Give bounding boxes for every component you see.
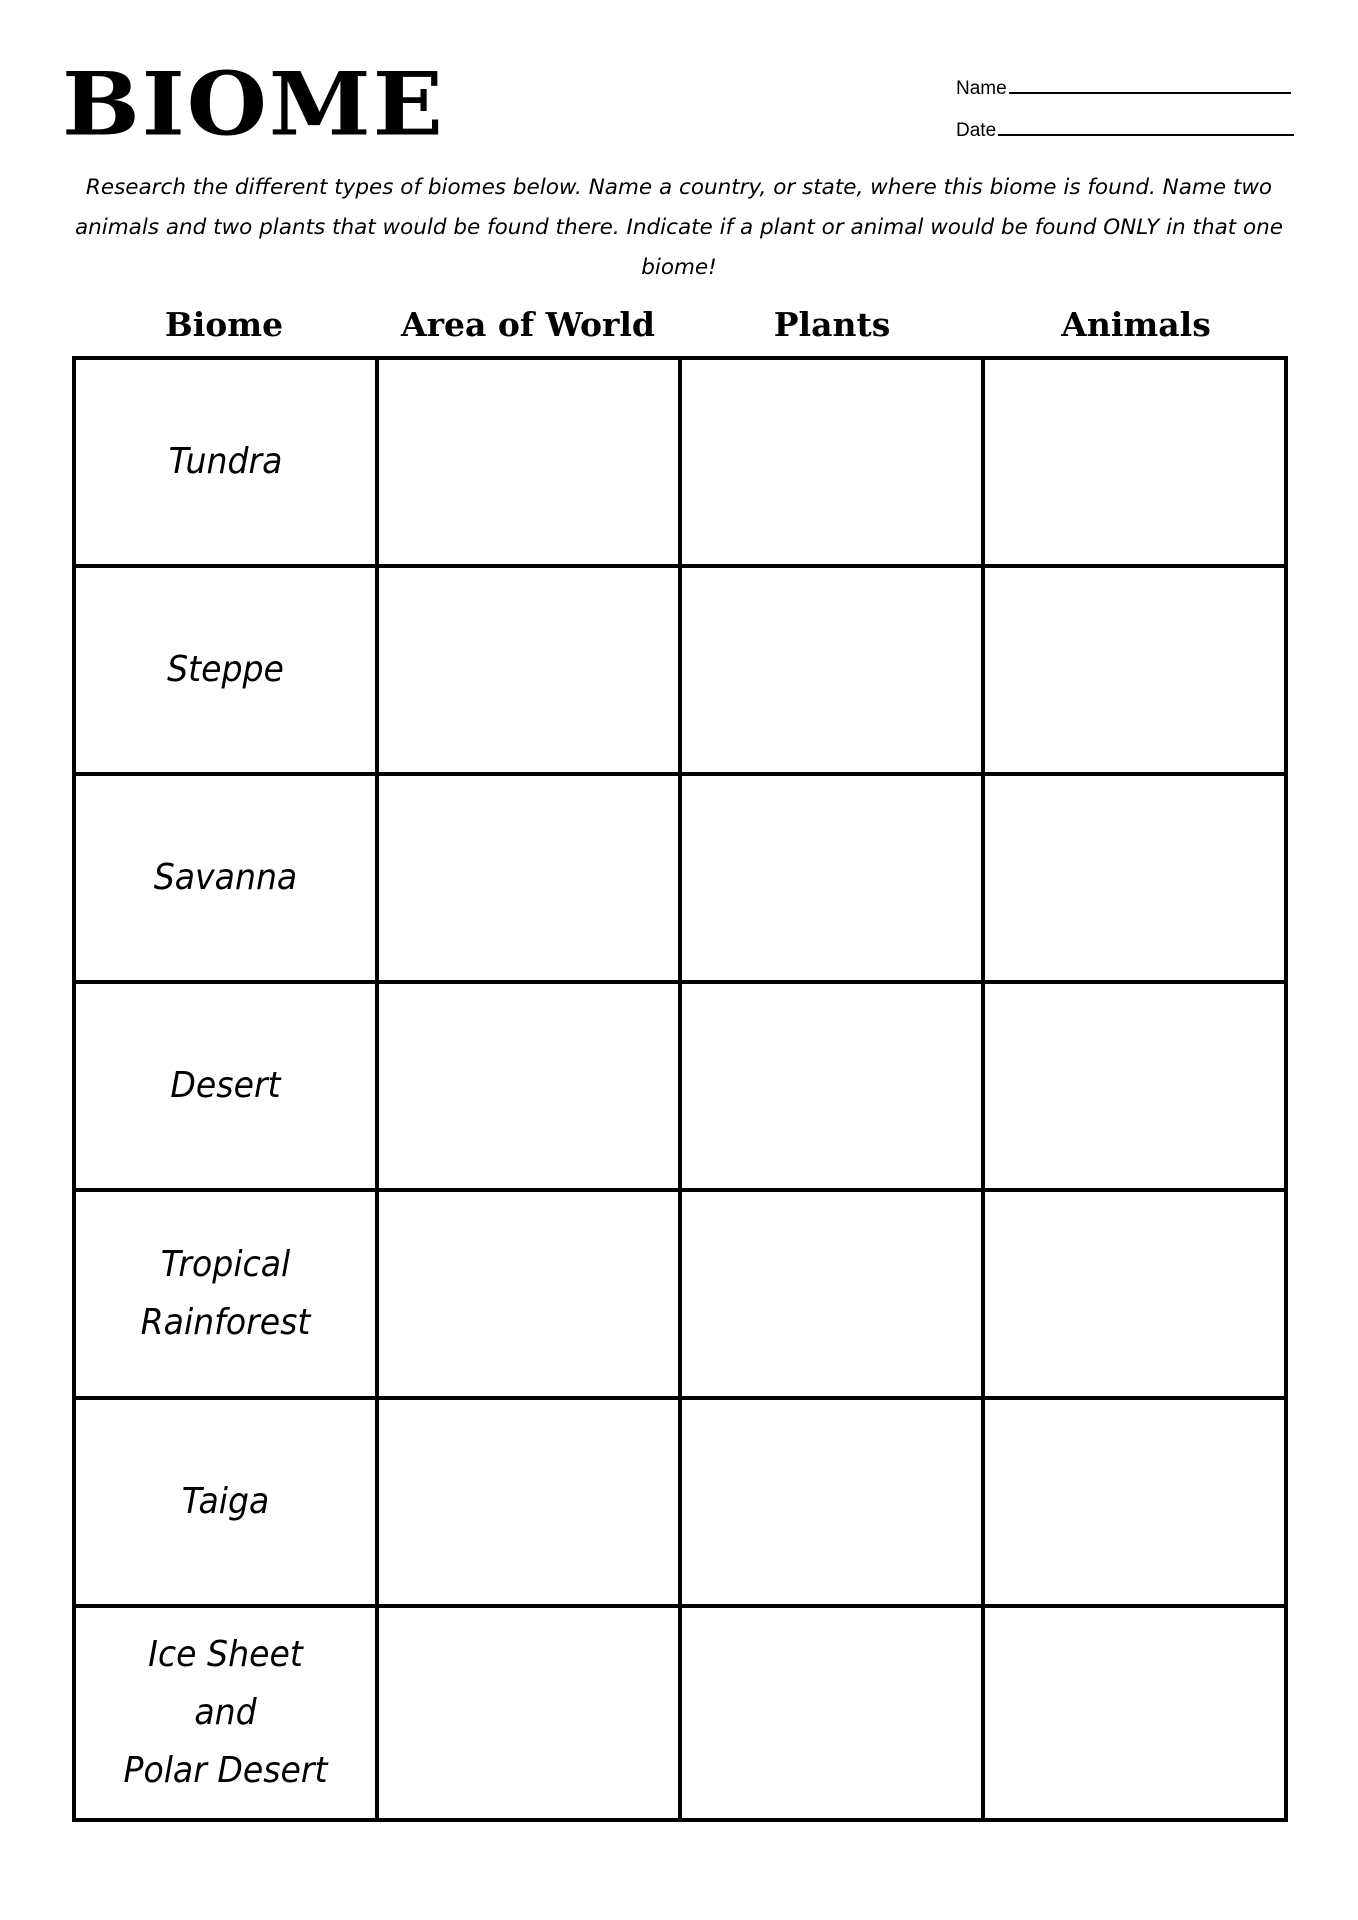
biome-name: Tundra [168, 441, 283, 482]
column-header-biome: Biome [164, 305, 284, 344]
table-row [74, 1606, 1286, 1820]
name-blank-line[interactable] [1009, 76, 1291, 94]
area-of-world-cell[interactable] [377, 358, 680, 566]
date-field[interactable] [956, 118, 1294, 142]
plants-cell[interactable] [680, 566, 983, 774]
animals-cell[interactable] [983, 1606, 1286, 1820]
table-row [74, 982, 1286, 1190]
table-header-row [72, 304, 1288, 346]
biome-name: Tropical Rainforest [140, 1244, 311, 1343]
worksheet-title: BIOME [62, 52, 445, 156]
animals-cell[interactable] [983, 982, 1286, 1190]
column-header-area-of-world: Area of World [401, 305, 655, 344]
biome-cell [74, 982, 377, 1190]
name-field[interactable] [956, 76, 1291, 100]
biome-name: Desert [170, 1065, 281, 1106]
plants-cell[interactable] [680, 358, 983, 566]
plants-cell[interactable] [680, 1398, 983, 1606]
biome-cell [74, 1606, 377, 1820]
biome-name: Taiga [181, 1481, 270, 1522]
area-of-world-cell[interactable] [377, 1398, 680, 1606]
plants-cell[interactable] [680, 982, 983, 1190]
column-header-plants: Plants [773, 305, 891, 344]
instructions-text: Research the different types of biomes below. Name a country, or state, where this biome is found. Name two animals and two plants that would be found there. Indicate if a plant or animal would be found ONLY in that one biome! [74, 175, 1284, 280]
biome-name: Ice Sheet and Polar Desert [123, 1634, 328, 1791]
animals-cell[interactable] [983, 774, 1286, 982]
biome-table [72, 356, 1288, 1822]
area-of-world-cell[interactable] [377, 566, 680, 774]
table-row [74, 1398, 1286, 1606]
animals-cell[interactable] [983, 566, 1286, 774]
biome-cell [74, 774, 377, 982]
biome-cell [74, 566, 377, 774]
name-label: Name [956, 78, 1007, 99]
plants-cell[interactable] [680, 774, 983, 982]
area-of-world-cell[interactable] [377, 1606, 680, 1820]
date-label: Date [956, 120, 997, 141]
column-header-animals: Animals [1061, 305, 1211, 344]
area-of-world-cell[interactable] [377, 982, 680, 1190]
plants-cell[interactable] [680, 1606, 983, 1820]
biome-cell [74, 358, 377, 566]
table-row [74, 358, 1286, 566]
biome-cell [74, 1190, 377, 1398]
area-of-world-cell[interactable] [377, 1190, 680, 1398]
table-row [74, 566, 1286, 774]
date-blank-line[interactable] [998, 118, 1294, 136]
table-row [74, 1190, 1286, 1398]
animals-cell[interactable] [983, 358, 1286, 566]
plants-cell[interactable] [680, 1190, 983, 1398]
animals-cell[interactable] [983, 1398, 1286, 1606]
biome-name: Steppe [167, 649, 284, 690]
area-of-world-cell[interactable] [377, 774, 680, 982]
table-row [74, 774, 1286, 982]
animals-cell[interactable] [983, 1190, 1286, 1398]
biome-name: Savanna [153, 857, 298, 898]
biome-cell [74, 1398, 377, 1606]
